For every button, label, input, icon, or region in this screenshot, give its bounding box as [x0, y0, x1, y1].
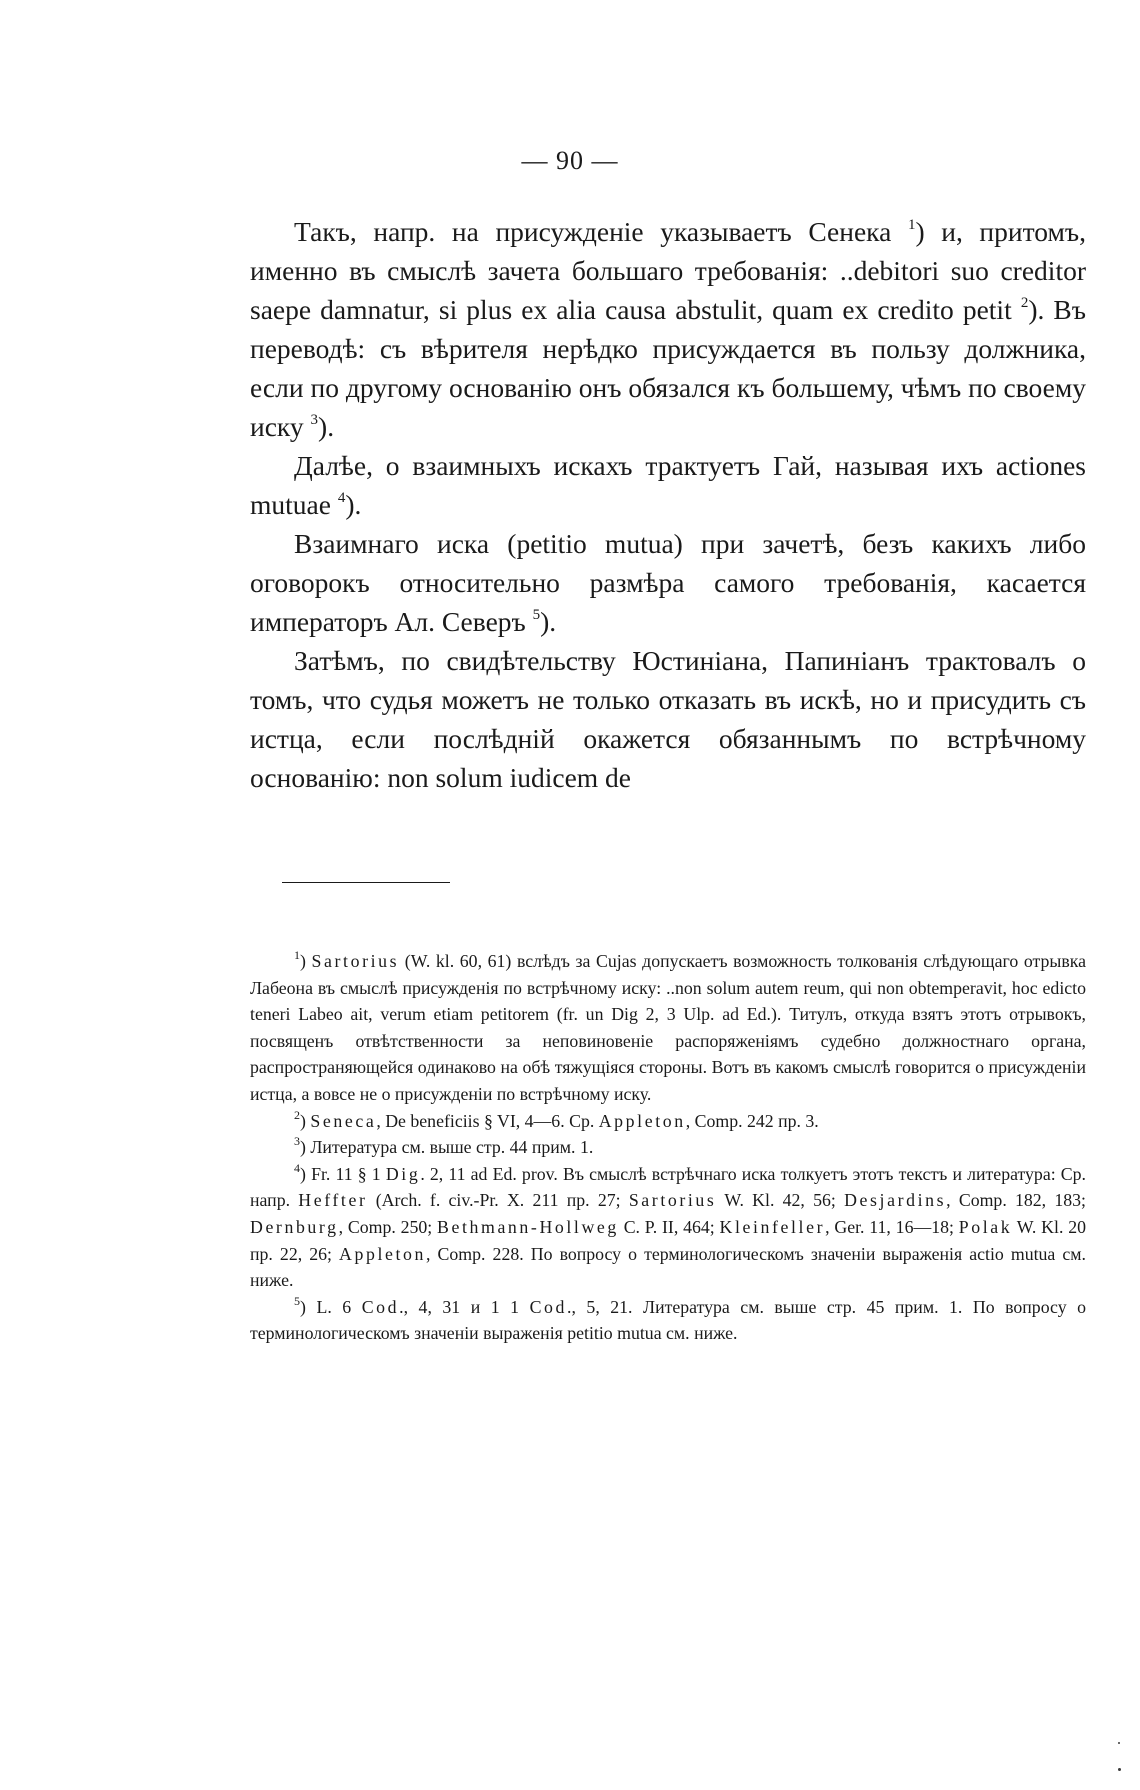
paragraph-4: Затѣмъ, по свидѣтельству Юстиніана, Папиніанъ трактовалъ о томъ, что судья можетъ не только отказать въ искѣ, но и присудить съ истца, если послѣдній окажется обязаннымъ по встрѣчному основанію: non solum iudicem de: [250, 645, 1086, 793]
footnote-ref-1: 1: [907, 216, 916, 233]
footnote-ref-2: 2: [1020, 294, 1029, 311]
footnote-4: $^4$) Fr. 11 § 1 Dig. 2, 11 ad Ed. prov. Въ смыслѣ встрѣчнаго иска толкуетъ этотъ текстъ и литература: Ср. напр. Heffter (Arch. f. civ.-Pr. X. 211 пр. 27; Sartorius W. Kl. 42, 56; Desjardins, Comp. 182, 183; Dernburg, Comp. 250; Bethmann-Hollweg C. P. II, 464; Kleinfeller, Ger. 11, 16—18; Polak W. Kl. 20 пр. 22, 26; Appleton, Comp. 228. По вопросу о терминологическомъ значеніи выраженія actio mutua см. ниже.: [250, 1160, 1087, 1291]
footnote-author: Sartorius: [311, 951, 400, 971]
scan-speck: [1118, 1768, 1121, 1771]
page-number: — 90 —: [521, 146, 619, 175]
scan-speck: [1118, 1742, 1120, 1744]
footnote-ref-4: 4: [337, 489, 346, 506]
footnote-ref-3: 3: [310, 411, 319, 428]
paragraph-1: Такъ, напр. на присужденіе указываетъ Сенека $^1$) и, притомъ, именно въ смыслѣ зачета большаго требованія: ..debitori suo creditor saepe damnatur, si plus ex alia causa abstulit, quam ex credito petit $^2$). Въ переводѣ: съ вѣрителя нерѣдко присуждается въ пользу должника, если по другому основанію онъ обязался къ большему, чѣмъ по своему иску $^3$).: [250, 216, 1086, 442]
footnote-ref-5: 5: [532, 606, 541, 623]
footnote-separator: [282, 882, 450, 883]
footnote-3: $^3$) Литература см. выше стр. 44 прим. 1.: [294, 1134, 594, 1158]
footnote-2: $^2$) Seneca, De beneficiis § VI, 4—6. Ср. Appleton, Comp. 242 пр. 3.: [294, 1107, 819, 1131]
footnote-1: $^1$) Sartorius (W. kl. 60, 61) вслѣдъ за Cujas допускаетъ возможность толкованія слѣдующаго отрывка Лабеона въ смыслѣ присужденія по встрѣчному иску: ..non solum autem reum, qui non obtemperavit, hoc edicto teneri Labeo ait, verum etiam petitorem (fr. un Dig 2, 3 Ulp. ad Ed.). Титулъ, откуда взятъ этотъ отрывокъ, посвященъ отвѣтственности за неповиновеніе распоряженіямъ судебно должностнаго органа, распространяющейся одинаково на обѣ тяжущіяся стороны. Вотъ въ какомъ смыслѣ говорится о присужденіи истца, а вовсе не о присужденіи по встрѣчному иску.: [250, 948, 1086, 1104]
footnotes: [250, 948, 1086, 1347]
main-text: [250, 212, 1086, 797]
footnote-5: $^5$) L. 6 Cod., 4, 31 и 1 1 Cod., 5, 21. Литература см. выше стр. 45 прим. 1. По вопросу о терминологическомъ значеніи выраженія petitio mutua см. ниже.: [250, 1293, 1086, 1344]
paragraph-2: Далѣе, о взаимныхъ искахъ трактуетъ Гай, называя ихъ actiones mutuae $^4$).: [250, 450, 1086, 520]
paragraph-3: Взаимнаго иска (petitio mutua) при зачетѣ, безъ какихъ либо оговорокъ относительно размѣра самого требованія, касается императоръ Ал. Северъ $^5$).: [250, 528, 1086, 637]
